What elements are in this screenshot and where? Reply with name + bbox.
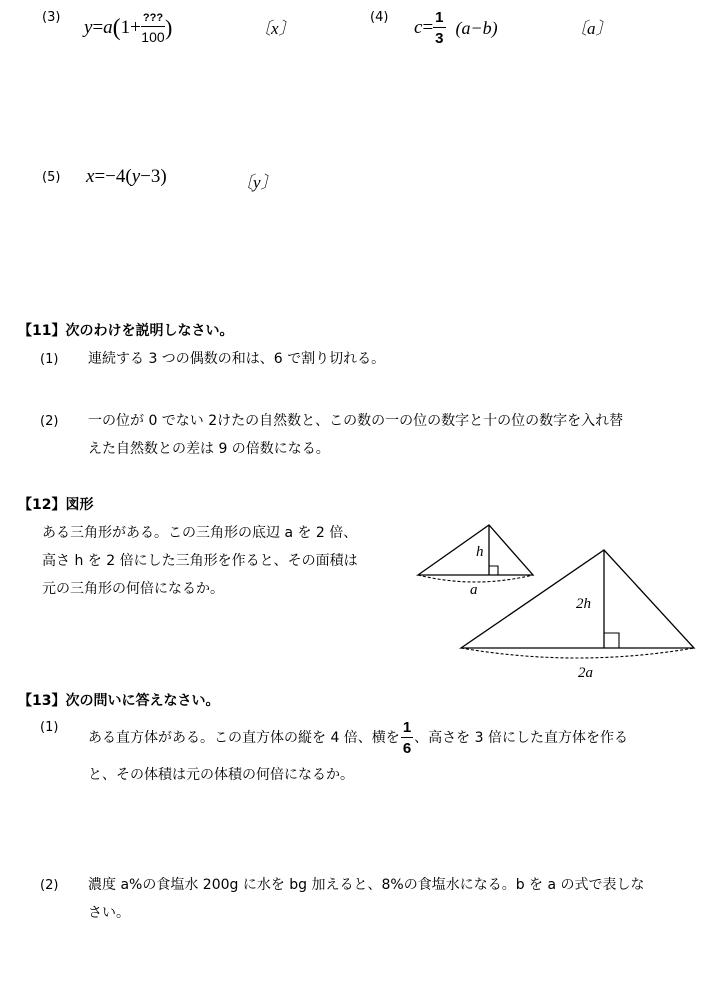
large-triangle-height-label: 2h bbox=[576, 596, 591, 612]
small-triangle bbox=[418, 525, 533, 598]
q5-variable: 〔y〕 bbox=[236, 173, 278, 192]
s13-p1-frac-top: 1 bbox=[402, 719, 412, 736]
q4-lhs: c bbox=[414, 17, 423, 38]
section-13-heading: 【13】次の問いに答えなさい。 bbox=[18, 693, 220, 709]
q5-number: (5) bbox=[42, 170, 61, 185]
q3-lhs: y bbox=[84, 17, 93, 38]
q3-frac-top: ??? bbox=[141, 13, 165, 27]
s13-p2-line2: さい。 bbox=[88, 905, 130, 921]
s13-p1-frac-bot: 6 bbox=[402, 740, 412, 757]
q4-frac-bot: 3 bbox=[435, 30, 444, 47]
s13-p1-line2: と、その体積は元の体積の何倍になるか。 bbox=[88, 767, 354, 783]
q3-eq: = bbox=[92, 17, 104, 38]
s13-p1-text-b: 、高さを 3 倍にした直方体を作る bbox=[414, 730, 628, 746]
q4-number: (4) bbox=[370, 10, 389, 25]
s13-p2-line1: 濃度 a%の食塩水 200g に水を bg 加えると、8%の食塩水になる。b を a の式で表しな bbox=[88, 877, 645, 893]
s11-p1-text: 連続する 3 つの偶数の和は、6 で割り切れる。 bbox=[88, 351, 386, 367]
q4-eq: = bbox=[422, 17, 434, 38]
s11-p2-line1: 一の位が 0 でない 2けたの自然数と、この数の一の位の数字と十の位の数字を入れ替 bbox=[88, 413, 624, 429]
small-triangle-height-label: h bbox=[476, 544, 484, 560]
large-triangle-base-label: 2a bbox=[578, 665, 593, 681]
s13-p1-text-a: ある直方体がある。この直方体の縦を 4 倍、横を bbox=[88, 730, 400, 746]
q5-rest: −3) bbox=[140, 166, 167, 187]
q3-open: ( bbox=[112, 14, 121, 41]
q3-variable: 〔x〕 bbox=[254, 19, 296, 38]
q5-rhs: =−4( bbox=[94, 166, 132, 187]
s13-p1-fraction bbox=[401, 720, 413, 756]
q3-close: ) bbox=[165, 15, 173, 40]
s11-p2-number: (2) bbox=[40, 414, 59, 429]
large-triangle bbox=[461, 550, 694, 681]
q5-y: y bbox=[131, 166, 141, 187]
s11-p2-line2: えた自然数との差は 9 の倍数になる。 bbox=[88, 441, 330, 457]
q3-one: 1+ bbox=[120, 17, 141, 38]
q5-lhs: x bbox=[86, 166, 95, 187]
s13-p1-line1 bbox=[88, 716, 628, 760]
section-11-heading: 【11】次のわけを説明しなさい。 bbox=[18, 323, 234, 339]
q4-expr: (a−b) bbox=[455, 17, 498, 38]
q4-variable: 〔a〕 bbox=[570, 19, 613, 38]
s12-line2: 高さ h を 2 倍にした三角形を作ると、その面積は bbox=[42, 553, 358, 569]
q4-frac-top: 1 bbox=[435, 9, 444, 26]
section-12-heading: 【12】図形 bbox=[18, 497, 94, 513]
s11-p1-number: (1) bbox=[40, 352, 59, 367]
q3-number: (3) bbox=[42, 10, 61, 25]
s12-line3: 元の三角形の何倍になるか。 bbox=[42, 581, 224, 597]
s13-p2-number: (2) bbox=[40, 878, 59, 893]
q3-frac-bot: 100 bbox=[141, 28, 165, 45]
s12-line1: ある三角形がある。この三角形の底辺 a を 2 倍、 bbox=[42, 525, 358, 541]
small-triangle-base-label: a bbox=[470, 582, 478, 598]
q3-coef: a bbox=[103, 17, 113, 38]
s13-p1-number: (1) bbox=[40, 720, 59, 735]
